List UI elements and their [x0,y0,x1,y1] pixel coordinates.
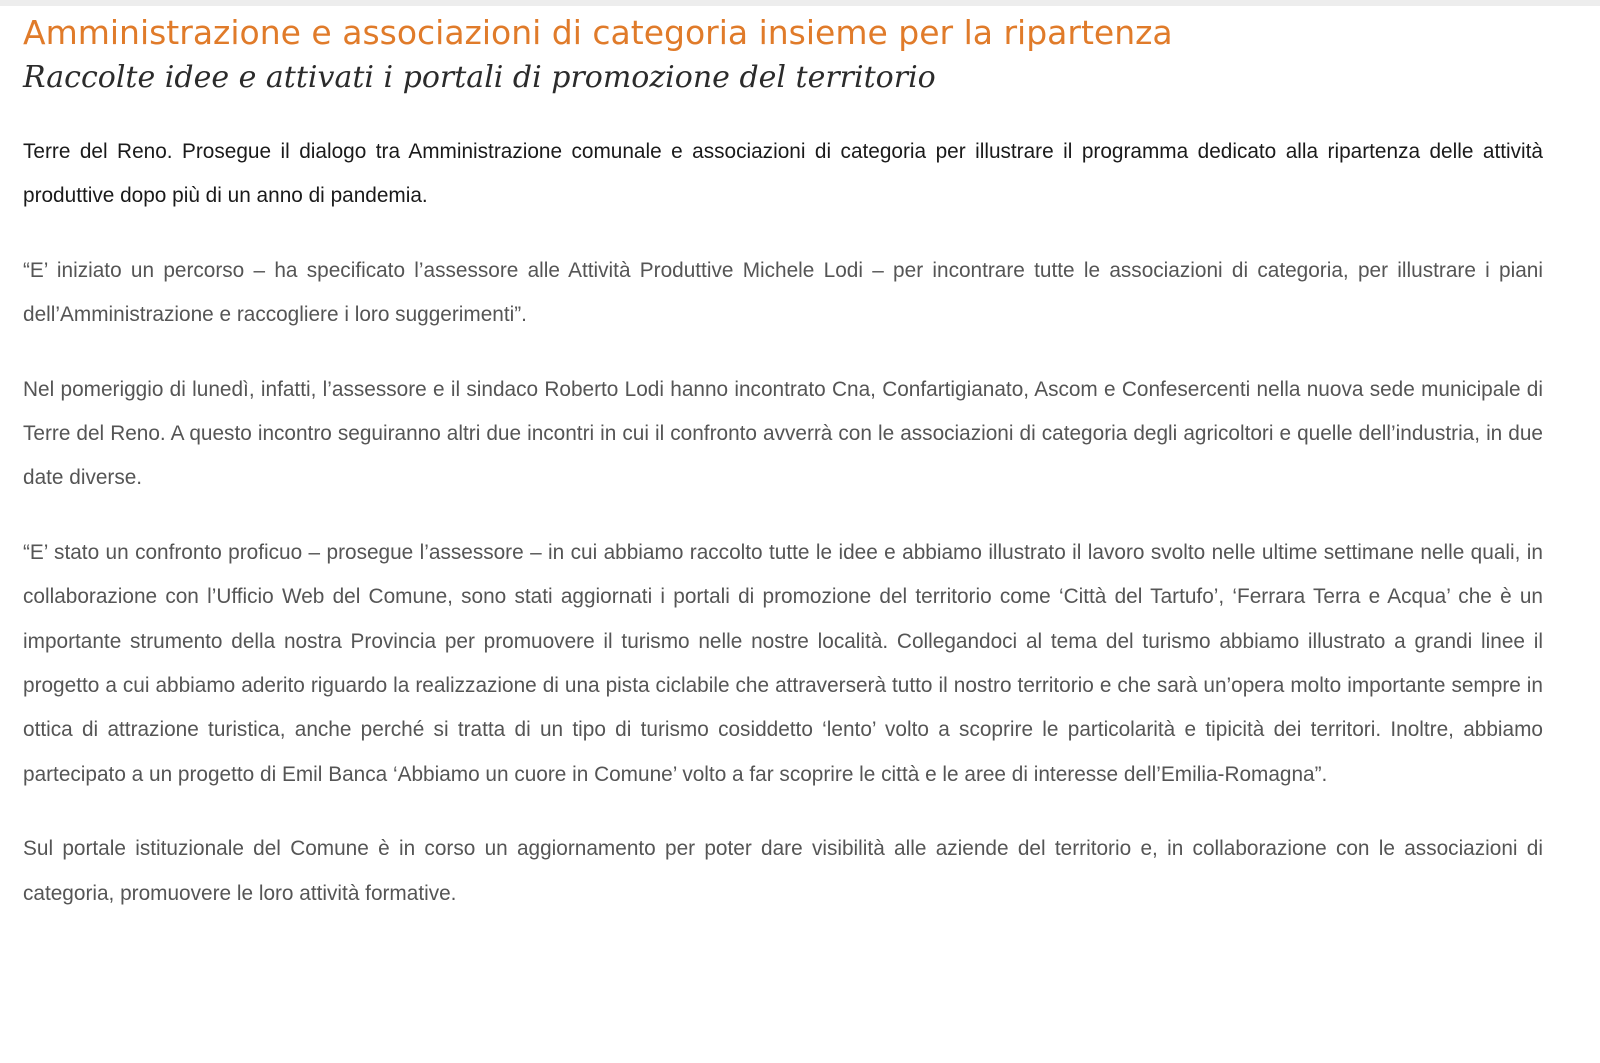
article-paragraph: “E’ stato un confronto proficuo – prosegue l’assessore – in cui abbiamo raccolto tutte le idee e abbiamo illustrato il lavoro svolto nelle ultime settimane nelle quali, in collaborazione con l’Ufficio Web del Comune, sono stati aggiornati i portali di promozione del territorio come ‘Città del Tartufo’, ‘Ferrara Terra e Acqua’ che è un importante strumento della nostra Provincia per promuovere il turismo nelle nostre località. Collegandoci al tema del turismo abbiamo illustrato a grandi linee il progetto a cui abbiamo aderito riguardo la realizzazione di una pista ciclabile che attraverserà tutto il nostro territorio e che sarà un’opera molto importante sempre in ottica di attrazione turistica, anche perché si tratta di un tipo di turismo cosiddetto ‘lento’ volto a scoprire le particolarità e tipicità dei territori. Inoltre, abbiamo partecipato a un progetto di Emil Banca ‘Abbiamo un cuore in Comune’ volto a far scoprire le città e le aree di interesse dell’Emilia-Romagna”. [23,540,1543,786]
article-paragraph: Nel pomeriggio di lunedì, infatti, l’assessore e il sindaco Roberto Lodi hanno incontrato Cna, Confartigianato, Ascom e Confesercenti nella nuova sede municipale di Terre del Reno. A questo incontro seguiranno altri due incontri in cui il confronto avverrà con le associazioni di categoria degli agricoltori e quelle dell’industria, in due date diverse. [23,377,1543,490]
article [23,10,1543,946]
top-divider [0,0,1600,6]
article-title: Amministrazione e associazioni di categoria insieme per la ripartenza [23,13,1173,52]
article-subtitle: Raccolte idee e attivati i portali di promozione del territorio [23,60,936,95]
article-paragraph-lead: Terre del Reno. Prosegue il dialogo tra Amministrazione comunale e associazioni di categoria per illustrare il programma dedicato alla ripartenza delle attività produttive dopo più di un anno di pandemia. [23,140,1543,208]
article-paragraph: Sul portale istituzionale del Comune è in corso un aggiornamento per poter dare visibilità alle aziende del territorio e, in collaborazione con le associazioni di categoria, promuovere le loro attività formative. [23,837,1543,905]
article-paragraph: “E’ iniziato un percorso – ha specificato l’assessore alle Attività Produttive Michele Lodi – per incontrare tutte le associazioni di categoria, per illustrare i piani dell’Amministrazione e raccogliere i loro suggerimenti”. [23,258,1543,327]
